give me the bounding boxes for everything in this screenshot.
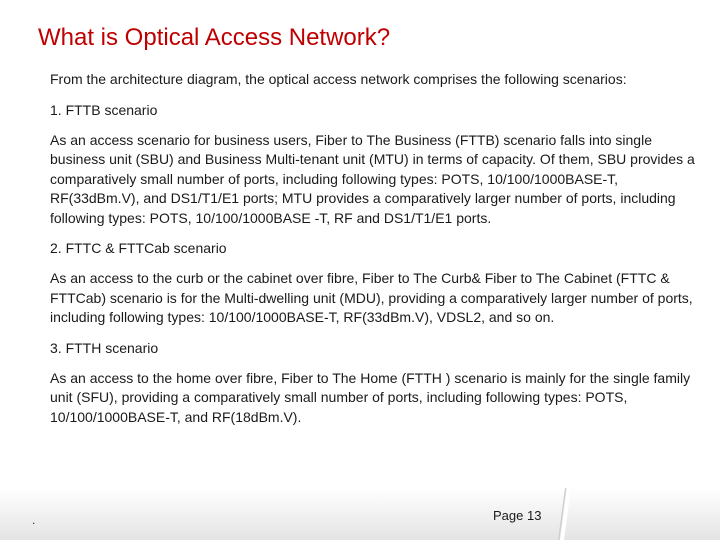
section-body-fttb: As an access scenario for business users, Fiber to The Business (FTTB) scenario falls into single business unit (SBU) and Business Multi-tenant unit (MTU) in terms of capacity. Of them, SBU provides a comparatively small number of ports, including following types: POTS, 10/100/1000BASE-T, RF(33dBm.V), and DS1/T1/E1 ports; MTU provides a comparatively larger number of ports, including following types: POTS, 10/100/1000BASE -T, RF and DS1/T1/E1 ports. xyxy=(50,131,695,226)
slide-footer xyxy=(0,488,720,540)
intro-paragraph: From the architecture diagram, the optical access network comprises the following scenarios: xyxy=(50,71,627,87)
section-body-ftth: As an access to the home over fibre, Fiber to The Home (FTTH ) scenario is mainly for the single family unit (SFU), providing a comparatively small number of ports, including following types: POTS, 10/100/1000BASE-T, and RF(18dBm.V). xyxy=(50,369,691,425)
footer-decoration xyxy=(0,488,720,540)
slide-title: What is Optical Access Network? xyxy=(38,24,391,51)
section-heading-fttc: 2. FTTC & FTTCab scenario xyxy=(50,240,227,256)
page-number: Page 13 xyxy=(493,508,542,523)
section-body-fttc: As an access to the curb or the cabinet over fibre, Fiber to The Curb& Fiber to The Cabinet (FTTC & FTTCab) scenario is for the Multi-dwelling unit (MDU), providing a comparatively larger number of ports, including following types: 10/100/1000BASE-T, RF(33dBm.V), VDSL2, and so on. xyxy=(50,270,693,325)
slide-content xyxy=(50,70,700,437)
section-heading-fttb: 1. FTTB scenario xyxy=(50,101,158,118)
section-heading-ftth: 3. FTTH scenario xyxy=(50,339,159,356)
footer-mark: . xyxy=(32,513,36,527)
